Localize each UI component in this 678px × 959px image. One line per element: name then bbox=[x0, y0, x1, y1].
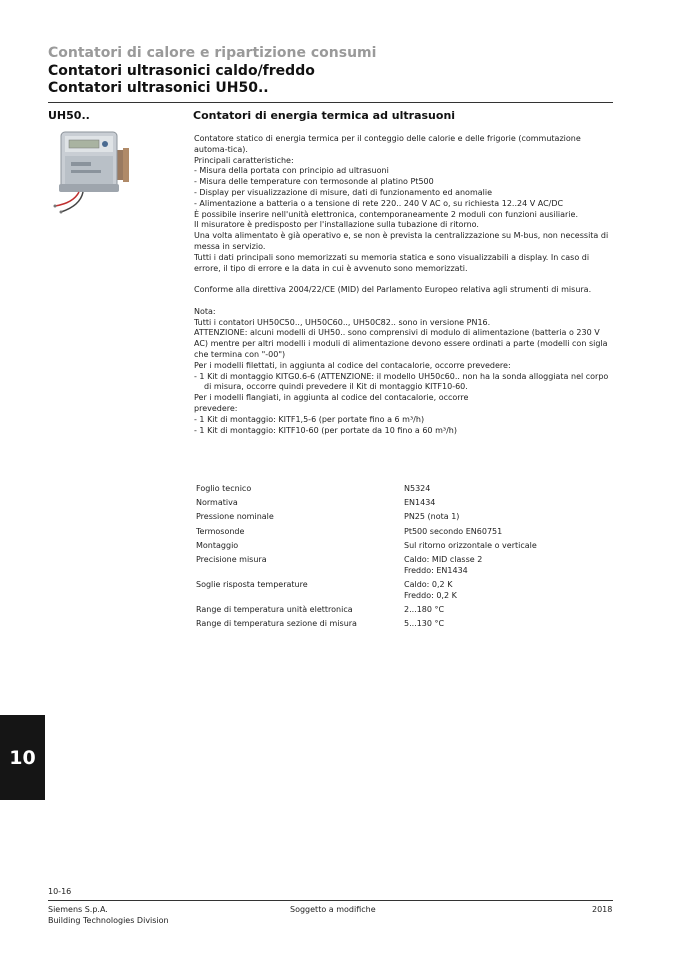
spec-value: Pt500 secondo EN60751 bbox=[404, 526, 503, 536]
description-paragraph: Il misuratore è predisposto per l'installazione sulla tubazione di ritorno. bbox=[194, 220, 479, 230]
note-item: - 1 Kit di montaggio: KITF10-60 (per portate da 10 fino a 60 m³/h) bbox=[194, 425, 457, 435]
spec-label: Foglio tecnico bbox=[196, 484, 252, 493]
spec-value: EN1434 bbox=[404, 498, 436, 508]
table-row bbox=[196, 580, 616, 605]
footer-divider bbox=[48, 900, 613, 901]
spec-value: Sul ritorno orizzontale o verticale bbox=[404, 540, 537, 550]
table-row bbox=[196, 498, 616, 512]
note-item: - 1 Kit di montaggio KITG0.6-6 (ATTENZIONE: il modello UH50c60.. non ha la sonda alloggiata nel corpo di misura, occorre quindi prevedere il Kit di montaggio KITF10-60. bbox=[194, 371, 609, 392]
note-text: Per i modelli filettati, in aggiunta al codice del contacalorie, occorre prevedere: bbox=[194, 360, 511, 370]
note-text: ATTENZIONE: alcuni modelli di UH50.. sono comprensivi di modulo di alimentazione (batteria o 230 V AC) mentre per altri modelli i moduli di alimentazione devono essere ordinati a parte (modelli con sigla che termina con "-00") bbox=[194, 328, 608, 359]
table-row bbox=[196, 541, 616, 555]
spec-label: Termosonde bbox=[196, 526, 245, 536]
note-label: Nota: bbox=[194, 306, 216, 316]
footer-company bbox=[48, 905, 169, 926]
table-row bbox=[196, 512, 616, 526]
chapter-tab: 10 bbox=[0, 715, 45, 800]
header-divider bbox=[48, 102, 613, 103]
category-title: Contatori ultrasonici caldo/freddo bbox=[48, 63, 315, 79]
description-paragraph: Tutti i dati principali sono memorizzati su memoria statica e sono visualizzabili a display. In caso di errore, il tipo di errore e la data in cui è avvenuto sono memorizzati. bbox=[194, 252, 590, 273]
spec-value: 2...180 °C bbox=[404, 604, 445, 614]
table-row bbox=[196, 619, 616, 633]
features-heading: Principali caratteristiche: bbox=[194, 155, 294, 165]
product-model: UH50.. bbox=[48, 109, 90, 122]
spec-label: Range di temperatura sezione di misura bbox=[196, 619, 357, 629]
heat-meter-image bbox=[49, 126, 137, 216]
spec-label: Precisione misura bbox=[196, 554, 267, 564]
spec-label: Pressione nominale bbox=[196, 512, 274, 522]
division-name: Building Technologies Division bbox=[48, 915, 169, 925]
footer-notice: Soggetto a modifiche bbox=[290, 905, 376, 914]
section-title: Contatori di calore e ripartizione consumi bbox=[48, 45, 377, 61]
feature-item: - Misura della portata con principio ad ultrasuoni bbox=[194, 166, 389, 176]
feature-item: - Misura delle temperature con termosonde al platino Pt500 bbox=[194, 177, 434, 187]
table-row bbox=[196, 555, 616, 580]
spec-label: Range di temperatura unità elettronica bbox=[196, 604, 353, 614]
spec-value: Caldo: MID classe 2 Freddo: EN1434 bbox=[404, 554, 483, 575]
note-item: - 1 Kit di montaggio: KITF1,5-6 (per portate fino a 6 m³/h) bbox=[194, 414, 425, 424]
compliance-statement: Conforme alla direttiva 2004/22/CE (MID) del Parlamento Europeo relativa agli strumenti di misura. bbox=[194, 285, 592, 295]
description-paragraph: Una volta alimentato è già operativo e, se non è prevista la centralizzazione su M-bus, non necessita di messa in servizio. bbox=[194, 231, 609, 251]
spec-label: Soglie risposta temperature bbox=[196, 579, 308, 589]
note-text: Tutti i contatori UH50C50.., UH50C60.., UH50C82.. sono in versione PN16. bbox=[194, 317, 491, 327]
table-row bbox=[196, 527, 616, 541]
spec-value: Caldo: 0,2 K Freddo: 0,2 K bbox=[404, 579, 457, 600]
product-family-title: Contatori ultrasonici UH50.. bbox=[48, 80, 269, 96]
footer-year: 2018 bbox=[592, 905, 613, 914]
spec-label: Montaggio bbox=[196, 540, 239, 550]
table-row bbox=[196, 484, 616, 498]
spec-value: 5...130 °C bbox=[404, 619, 445, 629]
description-paragraph: Contatore statico di energia termica per il conteggio delle calorie e delle frigorie (commutazione automa-tica). bbox=[194, 134, 581, 154]
note-text: Per i modelli flangiati, in aggiunta al codice del contacalorie, occorre prevedere: bbox=[194, 393, 469, 413]
spec-value: N5324 bbox=[404, 484, 431, 493]
feature-item: - Alimentazione a batteria o a tensione di rete 220.. 240 V AC o, su richiesta 12..24 V AC/DC bbox=[194, 198, 564, 208]
description-paragraph: È possibile inserire nell'unità elettronica, contemporaneamente 2 moduli con funzioni ausiliarie. bbox=[194, 209, 579, 219]
spec-label: Normativa bbox=[196, 498, 238, 508]
spec-value: PN25 (nota 1) bbox=[404, 512, 460, 522]
feature-item: - Display per visualizzazione di misure, dati di funzionamento ed anomalie bbox=[194, 187, 493, 197]
page-number: 10-16 bbox=[48, 887, 72, 896]
company-name: Siemens S.p.A. bbox=[48, 905, 108, 914]
specs-table bbox=[196, 484, 616, 633]
product-title: Contatori di energia termica ad ultrasuoni bbox=[193, 109, 456, 122]
table-row bbox=[196, 605, 616, 619]
product-description bbox=[194, 134, 614, 436]
